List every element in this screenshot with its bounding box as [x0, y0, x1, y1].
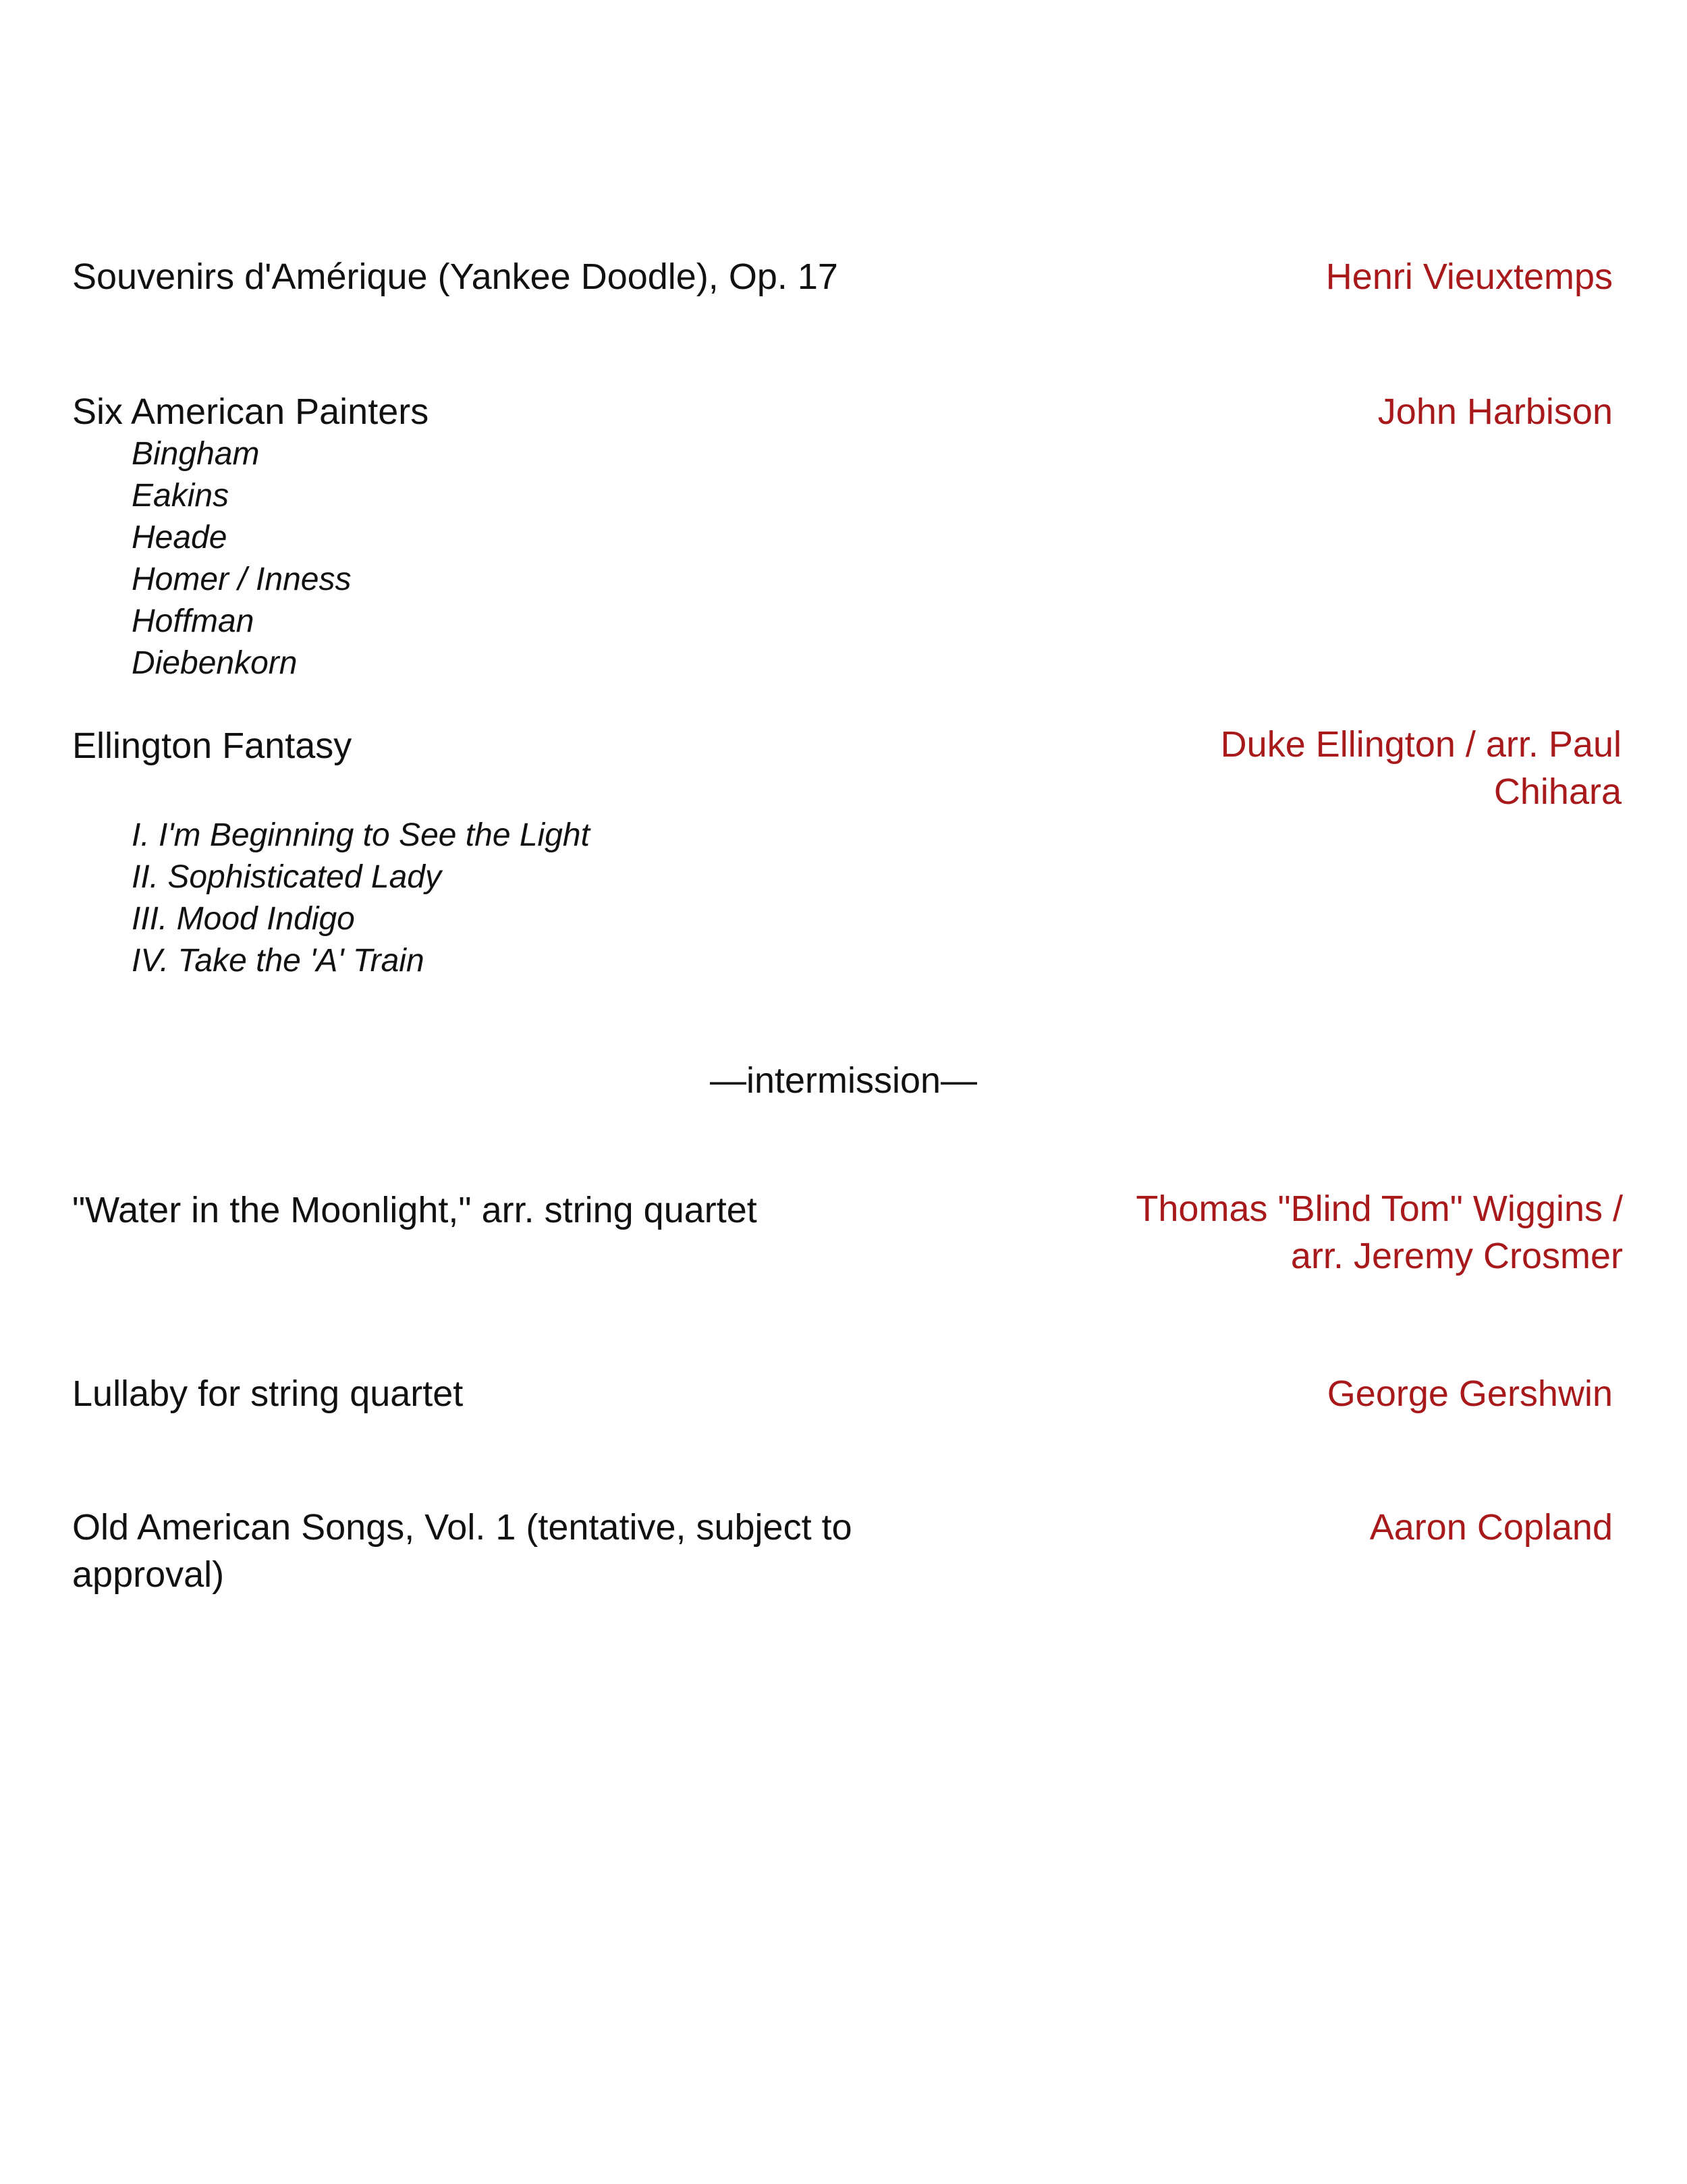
composer-copland: Aaron Copland [1369, 1507, 1613, 1548]
movement-item: I. I'm Beginning to See the Light [132, 817, 590, 853]
intermission-divider: —intermission— [709, 1060, 978, 1101]
movement-item: IV. Take the 'A' Train [132, 943, 424, 979]
movement-item: Heade [132, 520, 227, 555]
movement-item: Hoffman [132, 603, 254, 639]
composer-ellington-chihara [1221, 721, 1622, 815]
composer-wiggins-crosmer [1136, 1185, 1623, 1280]
composer-line: Duke Ellington / arr. Paul [1220, 724, 1622, 765]
piece-title-vieuxtemps: Souvenirs d'Amérique (Yankee Doodle), Op. 17 [72, 256, 838, 297]
piece-title-ellington-fantasy: Ellington Fantasy [72, 726, 352, 766]
movement-item: Homer / Inness [132, 562, 352, 597]
movement-item: III. Mood Indigo [132, 901, 355, 937]
movement-list-ellington-fantasy [132, 815, 590, 982]
composer-line: Thomas "Blind Tom" Wiggins / [1136, 1189, 1623, 1229]
piece-title-water-in-the-moonlight: "Water in the Moonlight," arr. string quartet [72, 1190, 757, 1230]
title-line: approval) [72, 1554, 225, 1595]
movement-list-six-american-painters [132, 433, 351, 684]
piece-title-lullaby: Lullaby for string quartet [72, 1373, 464, 1414]
composer-vieuxtemps: Henri Vieuxtemps [1325, 256, 1613, 297]
movement-item: Bingham [132, 436, 260, 472]
composer-harbison: John Harbison [1377, 391, 1613, 432]
movement-item: Eakins [132, 478, 229, 514]
piece-title-six-american-painters: Six American Painters [72, 391, 429, 432]
movement-item: Diebenkorn [132, 645, 298, 681]
title-line: Old American Songs, Vol. 1 (tentative, subject to [72, 1507, 852, 1548]
composer-gershwin: George Gershwin [1327, 1373, 1613, 1414]
composer-line: Chihara [1493, 771, 1622, 812]
movement-item: II. Sophisticated Lady [132, 859, 441, 895]
piece-title-old-american-songs [72, 1504, 852, 1598]
composer-line: arr. Jeremy Crosmer [1290, 1236, 1623, 1276]
